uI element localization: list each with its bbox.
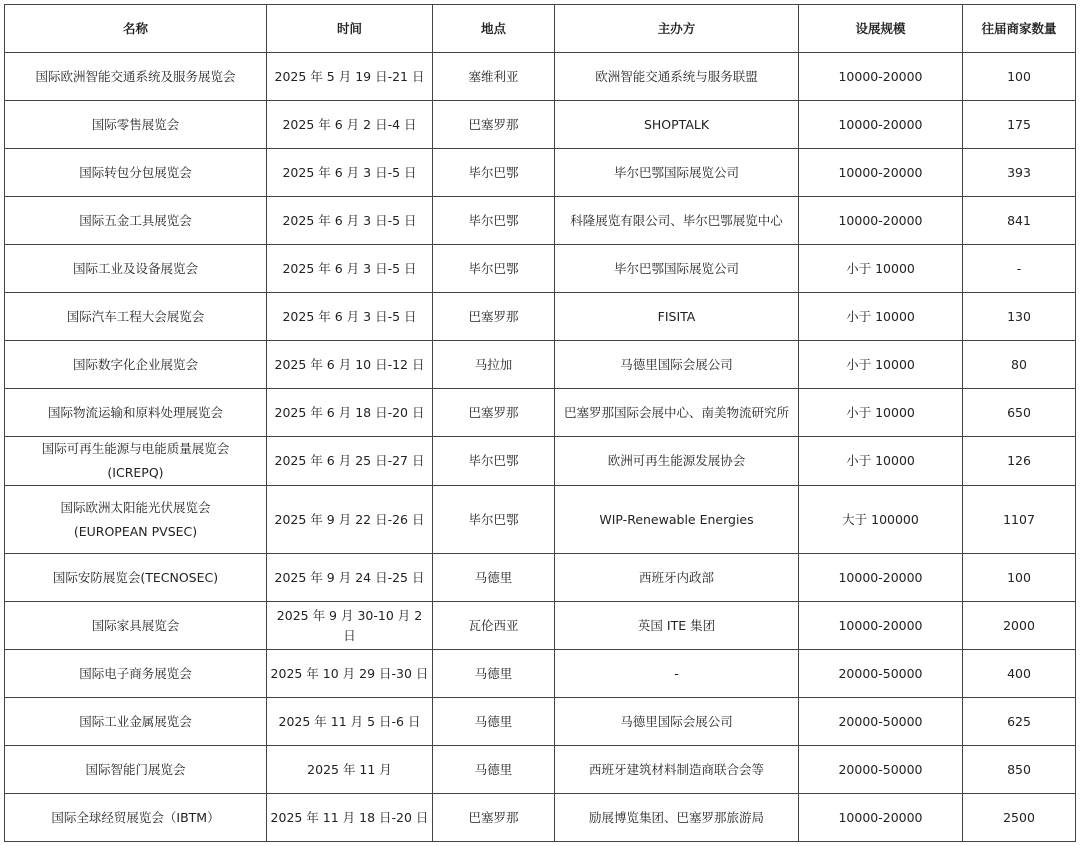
cell-scale: 20000-50000 [799,746,963,794]
cell-name: 国际家具展览会 [5,602,267,650]
table-row [5,746,1076,794]
cell-name: 国际全球经贸展览会（IBTM） [5,794,267,842]
cell-scale: 大于 100000 [799,486,963,554]
cell-name [5,437,267,486]
cell-place: 毕尔巴鄂 [433,245,555,293]
cell-scale: 10000-20000 [799,602,963,650]
cell-count: 1107 [963,486,1076,554]
exhibition-table-container [4,4,1076,842]
cell-time: 2025 年 5 月 19 日-21 日 [267,53,433,101]
cell-scale: 10000-20000 [799,197,963,245]
cell-count: 100 [963,53,1076,101]
cell-organizer: 励展博览集团、巴塞罗那旅游局 [555,794,799,842]
cell-scale: 10000-20000 [799,794,963,842]
header-place: 地点 [433,5,555,53]
cell-place: 巴塞罗那 [433,794,555,842]
cell-organizer: SHOPTALK [555,101,799,149]
cell-time: 2025 年 9 月 24 日-25 日 [267,554,433,602]
cell-organizer: 马德里国际会展公司 [555,341,799,389]
table-row [5,486,1076,554]
cell-scale: 10000-20000 [799,554,963,602]
cell-time: 2025 年 9 月 22 日-26 日 [267,486,433,554]
header-name: 名称 [5,5,267,53]
cell-time: 2025 年 6 月 3 日-5 日 [267,245,433,293]
table-row [5,602,1076,650]
cell-count: 625 [963,698,1076,746]
cell-place: 毕尔巴鄂 [433,437,555,486]
cell-name-line2: (EUROPEAN PVSEC) [73,523,198,539]
cell-scale: 小于 10000 [799,245,963,293]
cell-count: 2000 [963,602,1076,650]
cell-time: 2025 年 6 月 3 日-5 日 [267,197,433,245]
cell-place: 毕尔巴鄂 [433,486,555,554]
cell-time: 2025 年 6 月 3 日-5 日 [267,293,433,341]
cell-name: 国际数字化企业展览会 [5,341,267,389]
header-row [5,5,1076,53]
table-row [5,389,1076,437]
cell-place: 马德里 [433,650,555,698]
cell-count: 2500 [963,794,1076,842]
cell-organizer: 毕尔巴鄂国际展览公司 [555,149,799,197]
cell-place: 巴塞罗那 [433,389,555,437]
cell-count: - [963,245,1076,293]
cell-place: 塞维利亚 [433,53,555,101]
cell-place: 巴塞罗那 [433,101,555,149]
cell-organizer: - [555,650,799,698]
cell-scale: 10000-20000 [799,149,963,197]
cell-scale: 小于 10000 [799,341,963,389]
exhibition-table [4,4,1076,842]
table-row [5,554,1076,602]
cell-scale: 10000-20000 [799,101,963,149]
cell-name-line1: 国际欧洲太阳能光伏展览会 [60,499,211,515]
cell-organizer: 马德里国际会展公司 [555,698,799,746]
table-row [5,341,1076,389]
cell-scale: 10000-20000 [799,53,963,101]
cell-time: 2025 年 11 月 18 日-20 日 [267,794,433,842]
cell-name: 国际电子商务展览会 [5,650,267,698]
table-row [5,149,1076,197]
cell-count: 175 [963,101,1076,149]
cell-count: 130 [963,293,1076,341]
table-row [5,698,1076,746]
cell-name-line1: 国际可再生能源与电能质量展览会 [41,441,230,456]
cell-scale: 小于 10000 [799,437,963,486]
cell-time: 2025 年 6 月 3 日-5 日 [267,149,433,197]
cell-count: 100 [963,554,1076,602]
cell-time: 2025 年 6 月 25 日-27 日 [267,437,433,486]
cell-organizer: 欧洲可再生能源发展协会 [555,437,799,486]
cell-scale: 小于 10000 [799,389,963,437]
cell-place: 马德里 [433,746,555,794]
table-row [5,197,1076,245]
table-row [5,293,1076,341]
header-organizer: 主办方 [555,5,799,53]
cell-scale: 20000-50000 [799,650,963,698]
cell-place: 毕尔巴鄂 [433,197,555,245]
cell-time: 2025 年 9 月 30-10 月 2 日 [267,602,433,650]
cell-place: 巴塞罗那 [433,293,555,341]
cell-time: 2025 年 11 月 [267,746,433,794]
cell-scale: 20000-50000 [799,698,963,746]
cell-count: 650 [963,389,1076,437]
cell-place: 马德里 [433,554,555,602]
table-row [5,101,1076,149]
cell-name: 国际工业及设备展览会 [5,245,267,293]
cell-organizer: 巴塞罗那国际会展中心、南美物流研究所 [555,389,799,437]
cell-name: 国际转包分包展览会 [5,149,267,197]
cell-name: 国际五金工具展览会 [5,197,267,245]
cell-count: 126 [963,437,1076,486]
cell-count: 80 [963,341,1076,389]
cell-place: 毕尔巴鄂 [433,149,555,197]
table-row [5,650,1076,698]
header-scale: 设展规模 [799,5,963,53]
cell-count: 400 [963,650,1076,698]
cell-organizer: 西班牙内政部 [555,554,799,602]
cell-name: 国际欧洲智能交通系统及服务展览会 [5,53,267,101]
cell-time: 2025 年 6 月 18 日-20 日 [267,389,433,437]
cell-organizer: 欧洲智能交通系统与服务联盟 [555,53,799,101]
table-row [5,794,1076,842]
cell-count: 841 [963,197,1076,245]
table-row [5,53,1076,101]
cell-time: 2025 年 10 月 29 日-30 日 [267,650,433,698]
cell-count: 393 [963,149,1076,197]
cell-name: 国际工业金属展览会 [5,698,267,746]
header-time: 时间 [267,5,433,53]
cell-count: 850 [963,746,1076,794]
cell-place: 马德里 [433,698,555,746]
cell-name: 国际安防展览会(TECNOSEC) [5,554,267,602]
cell-name-line2: (ICREPQ) [107,465,164,480]
header-count: 往届商家数量 [963,5,1076,53]
cell-name: 国际物流运输和原料处理展览会 [5,389,267,437]
cell-place: 马拉加 [433,341,555,389]
cell-time: 2025 年 6 月 10 日-12 日 [267,341,433,389]
cell-name: 国际零售展览会 [5,101,267,149]
cell-name: 国际汽车工程大会展览会 [5,293,267,341]
cell-scale: 小于 10000 [799,293,963,341]
cell-organizer: 英国 ITE 集团 [555,602,799,650]
cell-organizer: FISITA [555,293,799,341]
cell-organizer: 西班牙建筑材料制造商联合会等 [555,746,799,794]
cell-time: 2025 年 11 月 5 日-6 日 [267,698,433,746]
cell-name [5,486,267,554]
cell-time: 2025 年 6 月 2 日-4 日 [267,101,433,149]
cell-name: 国际智能门展览会 [5,746,267,794]
table-row [5,245,1076,293]
cell-place: 瓦伦西亚 [433,602,555,650]
table-row [5,437,1076,486]
cell-organizer: WIP-Renewable Energies [555,486,799,554]
cell-organizer: 毕尔巴鄂国际展览公司 [555,245,799,293]
cell-organizer: 科隆展览有限公司、毕尔巴鄂展览中心 [555,197,799,245]
